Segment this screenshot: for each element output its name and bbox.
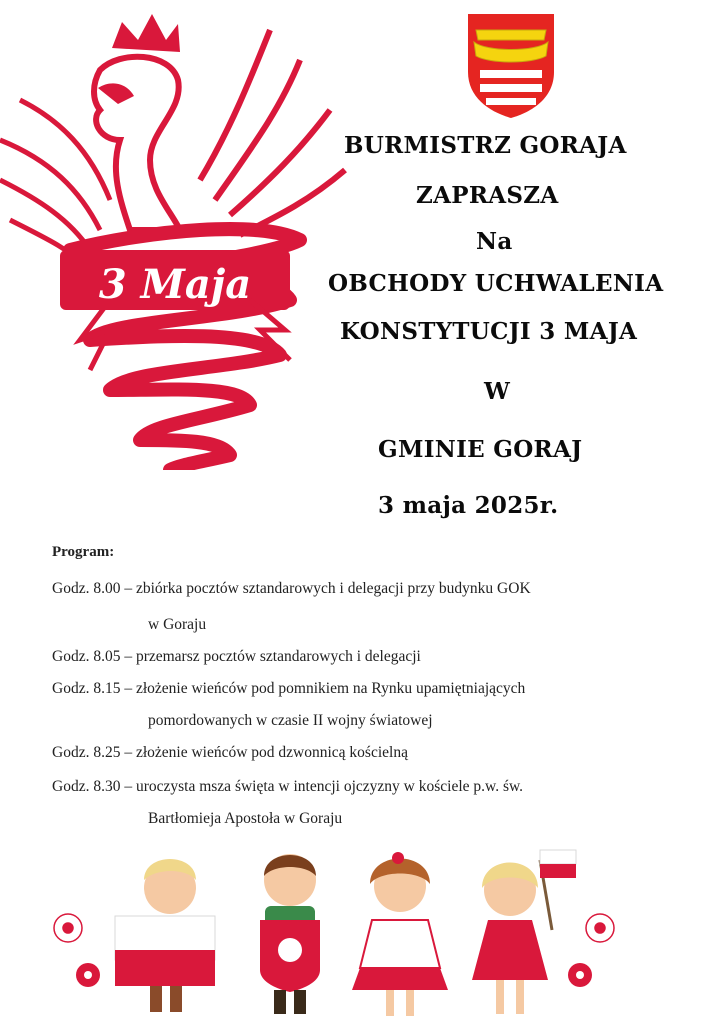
girl-waving-flag-icon <box>472 850 576 1014</box>
program-item-time: Godz. 8.05 <box>52 648 121 665</box>
heading-line-3: Na <box>476 228 513 255</box>
children-with-flags-illustration <box>40 840 684 1024</box>
flower-icon <box>76 963 100 987</box>
program-title: Program: <box>52 544 115 560</box>
girl-with-map-icon <box>352 852 448 1016</box>
heading-line-8: 3 maja 2025r. <box>378 492 559 519</box>
program-item-time: Godz. 8.30 <box>52 778 121 795</box>
heading-line-4: OBCHODY UCHWALENIA <box>328 270 664 297</box>
child-with-flag-icon <box>115 859 215 1012</box>
program-item-continuation: w Goraju <box>148 616 207 633</box>
program-item-time: Godz. 8.00 <box>52 580 121 597</box>
flower-icon <box>568 963 592 987</box>
program-item-time: Godz. 8.25 <box>52 744 121 761</box>
heading-line-1: BURMISTRZ GORAJA <box>344 132 627 159</box>
heading-line-6: W <box>484 378 511 405</box>
program-item-continuation: Bartłomieja Apostoła w Goraju <box>148 810 343 827</box>
program-item <box>52 778 523 796</box>
program-item <box>52 648 421 666</box>
program-item <box>52 680 525 698</box>
program-item-text: – zbiórka pocztów sztandarowych i delegacji przy budynku GOK <box>124 580 531 597</box>
heading-line-5: KONSTYTUCJI 3 MAJA <box>340 318 638 345</box>
eagle-3-maja-graphic <box>0 0 360 470</box>
program-item-text: – uroczysta msza święta w intencji ojczyzny w kościele p.w. św. <box>124 778 524 795</box>
program-item <box>52 744 408 762</box>
program-item <box>52 580 531 598</box>
heading-line-2: ZAPRASZA <box>416 182 559 209</box>
program-item-text: – złożenie wieńców pod pomnikiem na Rynku upamiętniających <box>124 680 526 697</box>
child-with-emblem-icon <box>260 854 320 1014</box>
flower-icon <box>586 914 614 942</box>
eagle-text: 3 Maja <box>98 261 252 308</box>
program-item-text: – złożenie wieńców pod dzwonnicą kościelną <box>124 744 408 761</box>
program-item-text: – przemarsz pocztów sztandarowych i delegacji <box>124 648 421 665</box>
program-item-time: Godz. 8.15 <box>52 680 121 697</box>
flower-icon <box>54 914 82 942</box>
program-item-continuation: pomordowanych w czasie II wojny światowej <box>148 712 433 729</box>
heading-line-7: GMINIE GORAJ <box>378 436 583 463</box>
coat-of-arms-icon <box>466 12 556 120</box>
